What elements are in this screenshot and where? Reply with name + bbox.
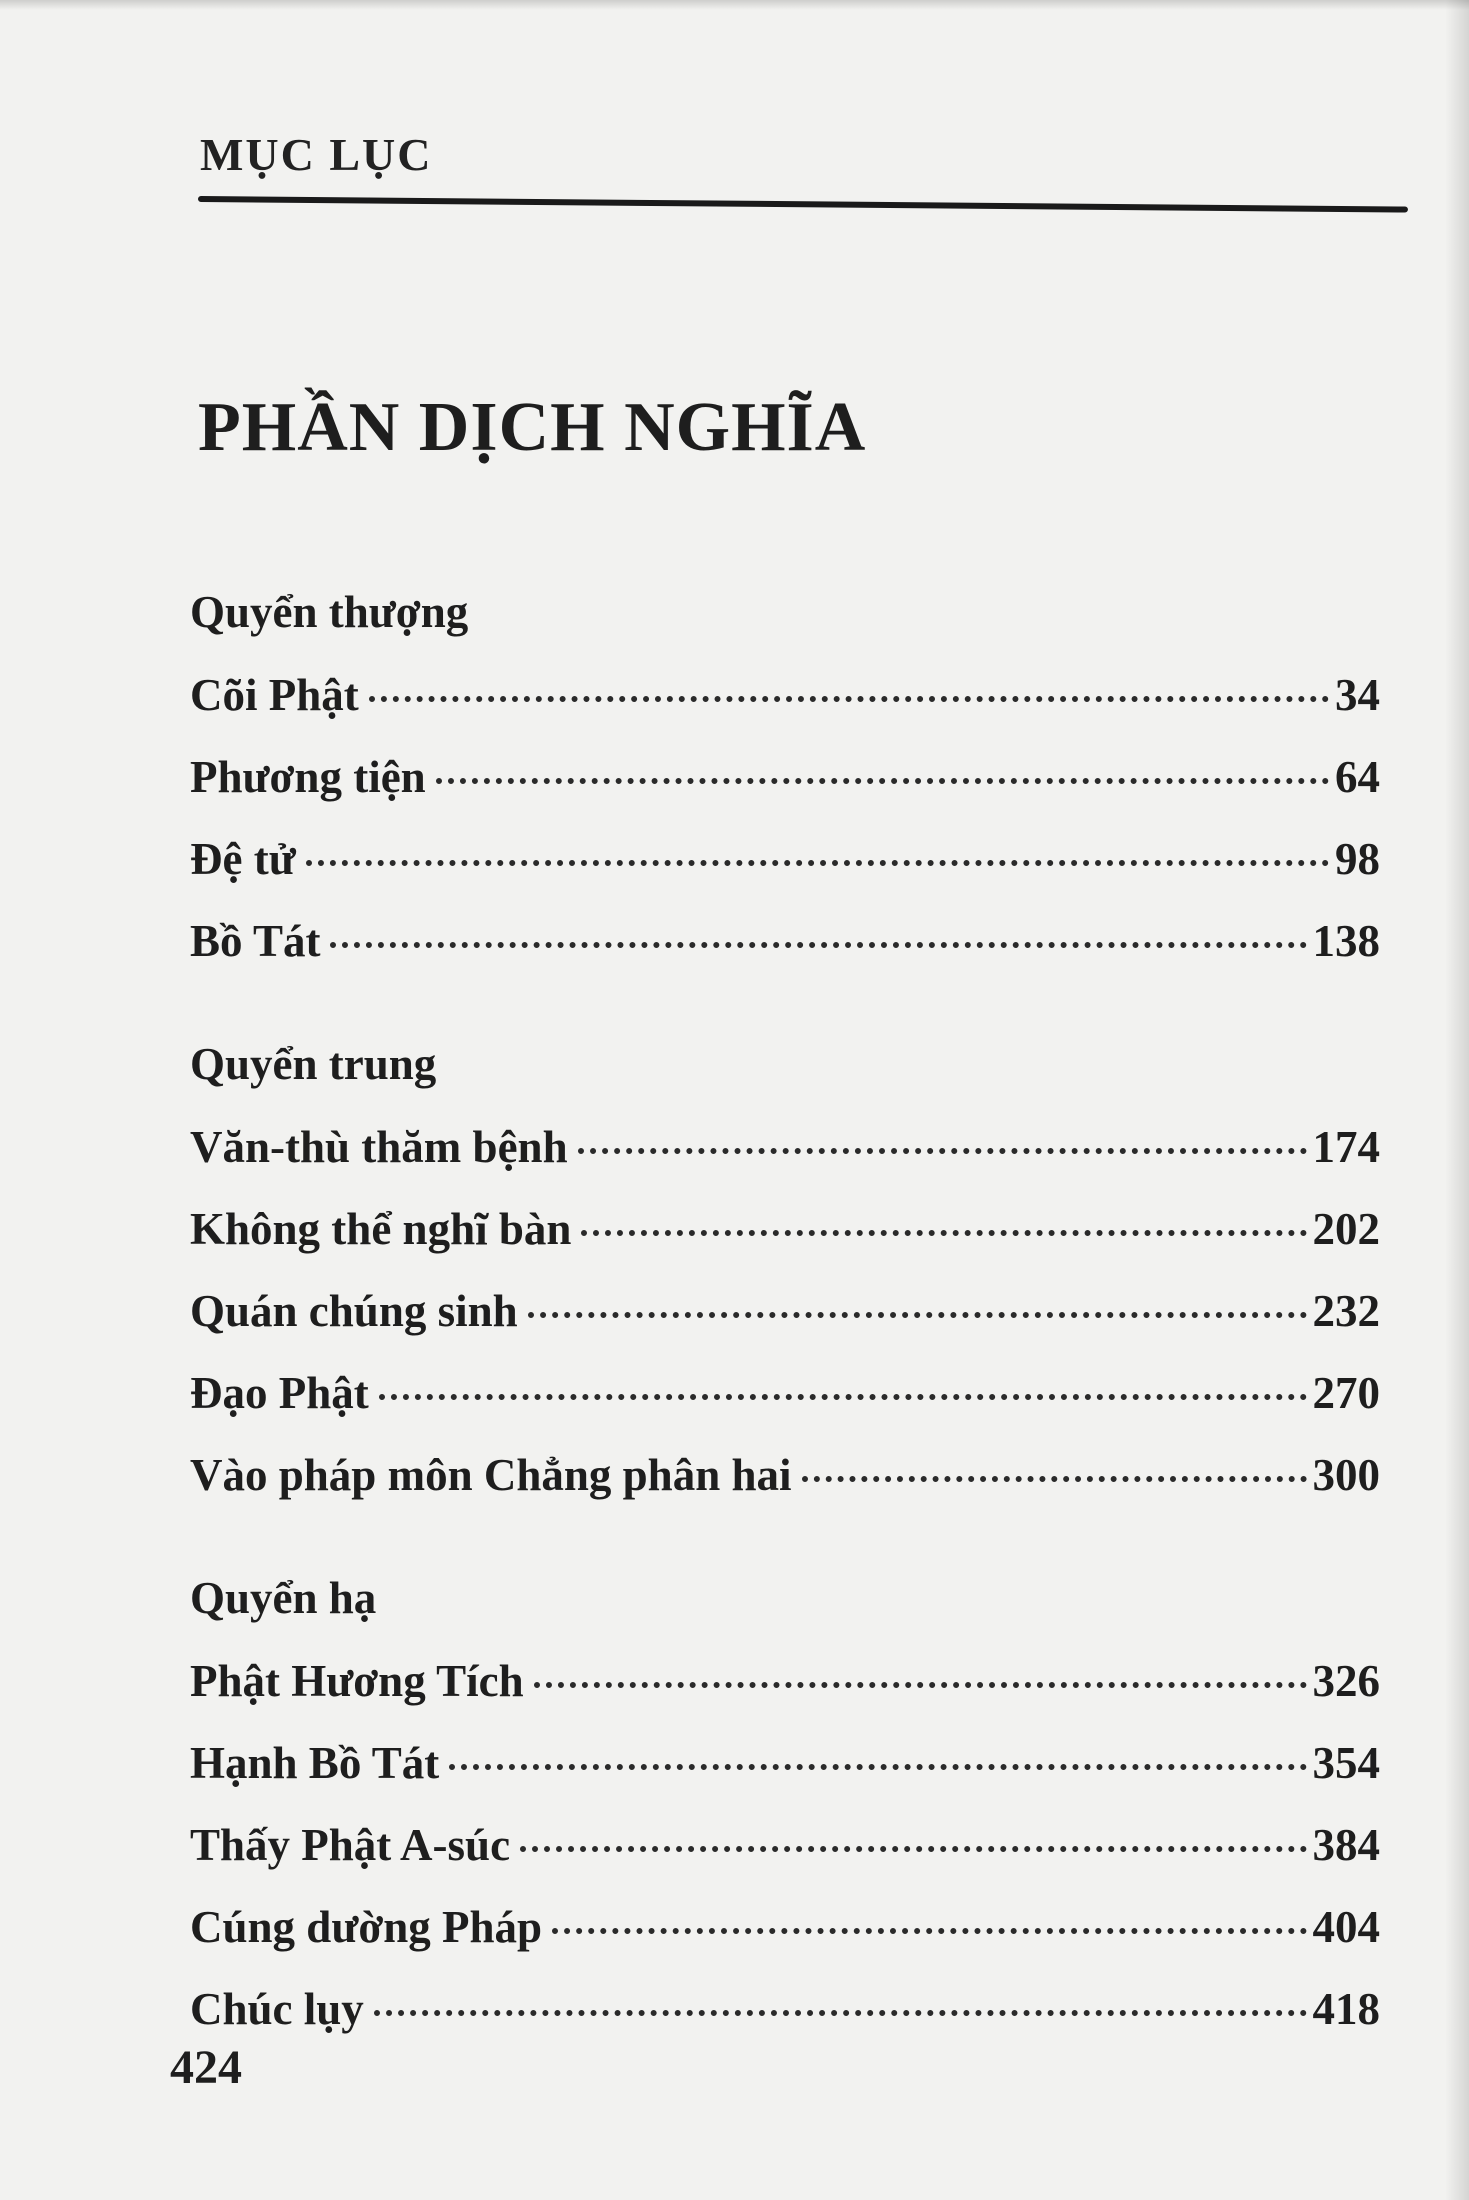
toc-entry-page: 404 <box>1312 1902 1380 1952</box>
toc-entry[interactable] <box>190 736 1380 818</box>
toc-entry-title: Phương tiện <box>190 752 426 802</box>
dot-leader <box>379 1394 1307 1400</box>
dot-leader <box>802 1476 1307 1482</box>
toc-group <box>190 570 1380 982</box>
toc-entry[interactable] <box>190 1804 1380 1886</box>
running-head: MỤC LỤC <box>200 129 433 180</box>
toc-entry-page: 64 <box>1335 752 1380 802</box>
toc-entry-page: 300 <box>1312 1450 1380 1500</box>
toc-entry-title: Hạnh Bồ Tát <box>190 1738 440 1788</box>
dot-leader <box>528 1312 1307 1318</box>
toc-entry-title: Đệ tử <box>190 834 296 884</box>
toc-group-title: Quyển thượng <box>190 587 469 637</box>
toc-entry-title: Văn-thù thăm bệnh <box>190 1122 568 1172</box>
dot-leader <box>306 860 1329 866</box>
toc-entry-page: 98 <box>1335 834 1380 884</box>
toc-entry-page: 174 <box>1312 1122 1380 1172</box>
toc-entry-page: 354 <box>1312 1738 1380 1788</box>
page-top-shadow <box>0 0 1469 10</box>
toc-entry[interactable] <box>190 1640 1380 1722</box>
toc-entry[interactable] <box>190 1352 1380 1434</box>
toc-entry-title: Cúng dường Pháp <box>190 1902 543 1952</box>
page-edge-shadow <box>1445 0 1469 2200</box>
toc-group-title: Quyển trung <box>190 1039 437 1089</box>
toc-entry[interactable] <box>190 1968 1380 2050</box>
toc-entry[interactable] <box>190 1270 1380 1352</box>
toc-entry-page: 34 <box>1335 670 1380 720</box>
toc-entry-page: 384 <box>1312 1820 1380 1870</box>
toc-entry[interactable] <box>190 818 1380 900</box>
toc-entry[interactable] <box>190 1434 1380 1516</box>
page-number: 424 <box>170 2041 242 2094</box>
toc-entry-page: 202 <box>1312 1204 1380 1254</box>
toc-entry-page: 418 <box>1312 1984 1380 2034</box>
toc-entry-title: Không thể nghĩ bàn <box>190 1204 572 1254</box>
toc-entry-page: 232 <box>1312 1286 1380 1336</box>
dot-leader <box>552 1928 1306 1934</box>
toc-entry-title: Chúc lụy <box>190 1984 364 2034</box>
toc-entry-title: Bồ Tát <box>190 916 321 966</box>
dot-leader <box>520 1846 1306 1852</box>
toc-entry-title: Cõi Phật <box>190 670 359 720</box>
toc-entry[interactable] <box>190 1722 1380 1804</box>
dot-leader <box>581 1230 1306 1236</box>
dot-leader <box>534 1682 1307 1688</box>
toc-group <box>190 1022 1380 1516</box>
dot-leader <box>436 778 1329 784</box>
toc-entry-title: Đạo Phật <box>190 1368 369 1418</box>
toc-group-title: Quyển hạ <box>190 1573 377 1623</box>
toc-entry-title: Vào pháp môn Chẳng phân hai <box>190 1450 792 1500</box>
toc-entry-title: Phật Hương Tích <box>190 1656 524 1706</box>
toc-entry-title: Quán chúng sinh <box>190 1286 518 1336</box>
toc-entry[interactable] <box>190 900 1380 982</box>
toc-group <box>190 1556 1380 2050</box>
toc-entry[interactable] <box>190 1886 1380 1968</box>
dot-leader <box>369 696 1329 702</box>
table-of-contents <box>190 570 1380 2050</box>
toc-entry[interactable] <box>190 1106 1380 1188</box>
toc-entry[interactable] <box>190 654 1380 736</box>
toc-entry-page: 270 <box>1312 1368 1380 1418</box>
toc-entry[interactable] <box>190 1188 1380 1270</box>
dot-leader <box>449 1764 1306 1770</box>
dot-leader <box>330 942 1306 948</box>
toc-entry-title: Thấy Phật A-súc <box>190 1820 511 1870</box>
header-rule <box>198 196 1408 213</box>
section-title: PHẦN DỊCH NGHĨA <box>198 389 867 466</box>
dot-leader <box>374 2010 1307 2016</box>
toc-entry-page: 326 <box>1312 1656 1380 1706</box>
dot-leader <box>578 1148 1307 1154</box>
toc-entry-page: 138 <box>1312 916 1380 966</box>
